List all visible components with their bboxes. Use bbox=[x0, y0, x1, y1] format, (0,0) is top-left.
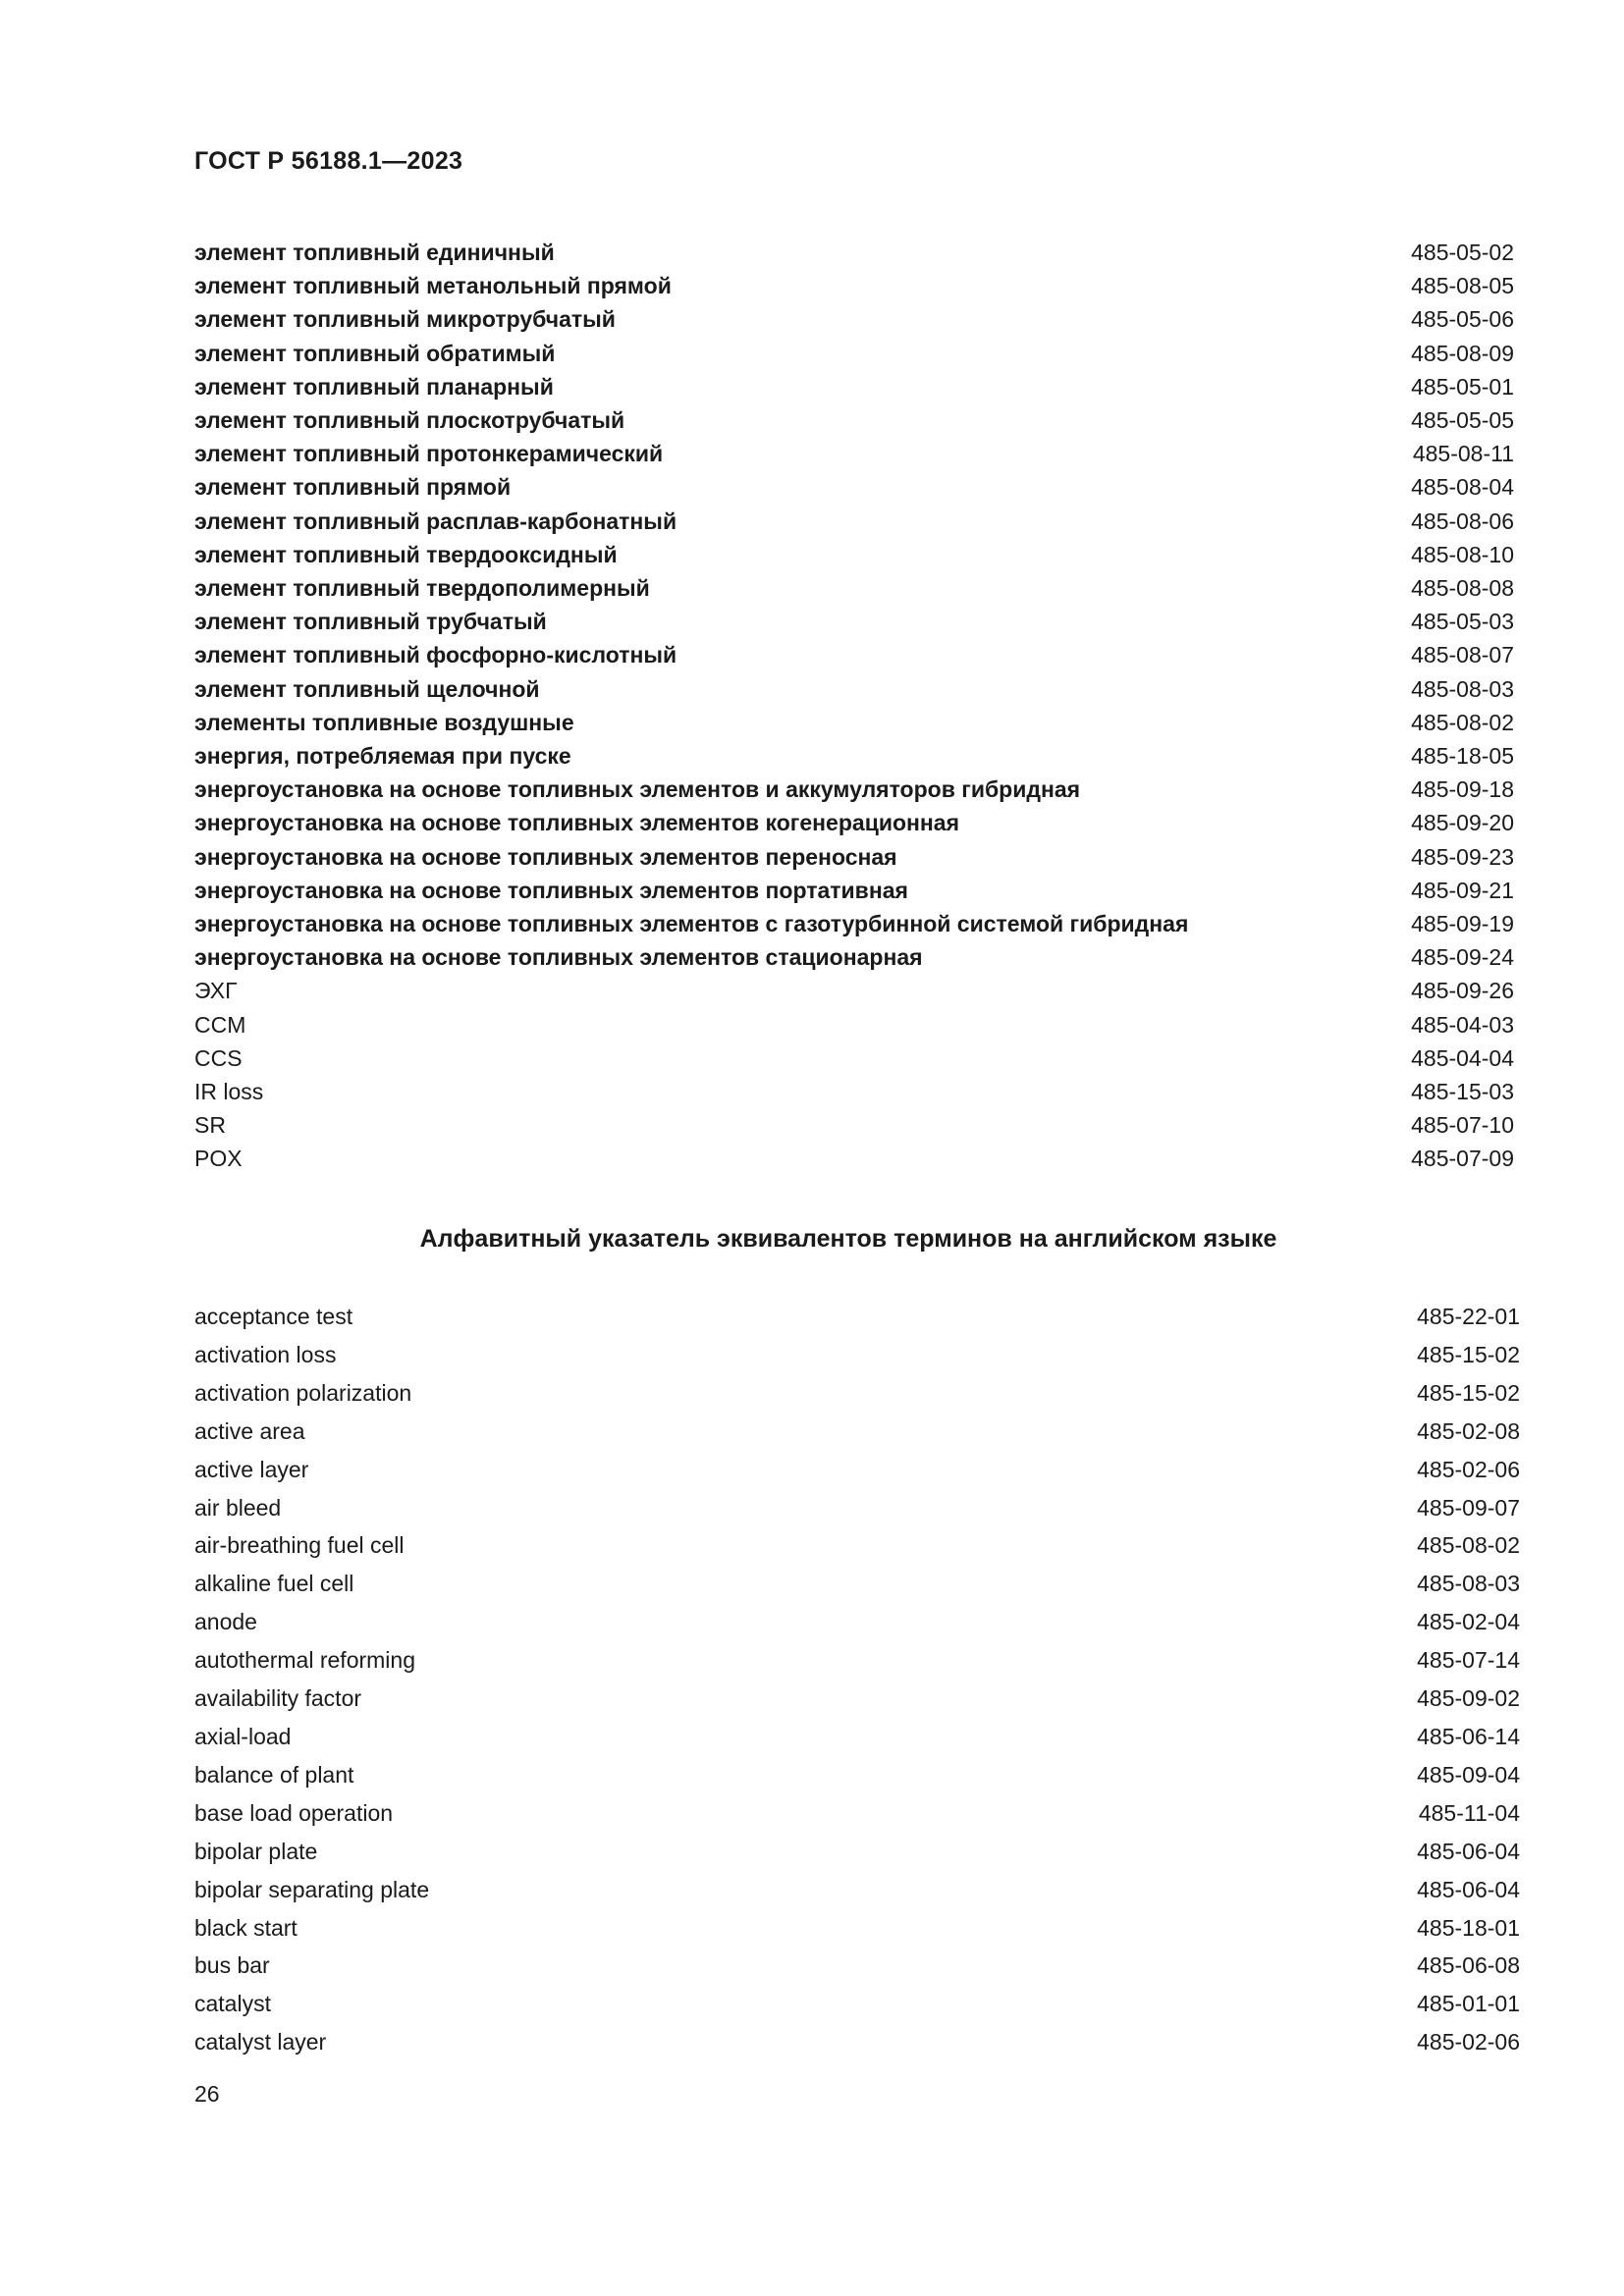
index-code: 485-06-04 bbox=[1417, 1876, 1520, 1902]
index-code: 485-08-03 bbox=[1411, 675, 1514, 702]
index-code: 485-05-02 bbox=[1411, 240, 1514, 265]
index-row bbox=[194, 1336, 1520, 1374]
index-code: 485-09-21 bbox=[1411, 877, 1514, 903]
index-row bbox=[194, 1526, 1520, 1565]
index-term: элемент топливный щелочной bbox=[194, 675, 540, 702]
index-term: bipolar separating plate bbox=[194, 1876, 430, 1902]
index-term: black start bbox=[194, 1914, 298, 1941]
index-term: энергоустановка на основе топливных элементов и аккумуляторов гибридная bbox=[194, 776, 1081, 803]
index-code: 485-08-03 bbox=[1417, 1571, 1520, 1597]
index-term: элемент топливный фосфорно-кислотный bbox=[194, 642, 677, 668]
index-row bbox=[194, 874, 1514, 907]
index-row bbox=[194, 370, 1514, 403]
index-code: 485-09-24 bbox=[1411, 944, 1514, 971]
english-index-heading bbox=[0, 1225, 1624, 1254]
index-term: bipolar plate bbox=[194, 1838, 318, 1864]
index-term: CCS bbox=[194, 1044, 243, 1071]
index-term: POX bbox=[194, 1146, 243, 1172]
index-code: 485-06-08 bbox=[1417, 1952, 1520, 1979]
index-code: 485-08-02 bbox=[1417, 1532, 1520, 1559]
index-code: 485-05-05 bbox=[1411, 407, 1514, 434]
index-row bbox=[194, 1413, 1520, 1451]
index-row bbox=[194, 571, 1514, 605]
index-row bbox=[194, 1603, 1520, 1641]
index-row bbox=[194, 505, 1514, 538]
index-row bbox=[194, 437, 1514, 470]
index-term: энергоустановка на основе топливных элементов стационарная bbox=[194, 944, 923, 971]
index-term: air-breathing fuel cell bbox=[194, 1532, 405, 1559]
index-term: alkaline fuel cell bbox=[194, 1571, 354, 1597]
index-code: 485-02-04 bbox=[1417, 1609, 1520, 1635]
index-code: 485-09-20 bbox=[1411, 810, 1514, 836]
index-code: 485-06-04 bbox=[1417, 1838, 1520, 1864]
index-row bbox=[194, 638, 1514, 671]
index-code: 485-06-14 bbox=[1417, 1723, 1520, 1749]
index-term: base load operation bbox=[194, 1799, 394, 1826]
index-row bbox=[194, 236, 1514, 269]
index-row bbox=[194, 302, 1514, 336]
index-term: catalyst layer bbox=[194, 2029, 327, 2056]
index-code: 485-01-01 bbox=[1417, 1991, 1520, 2017]
index-code: 485-08-02 bbox=[1411, 709, 1514, 735]
index-row bbox=[194, 1041, 1514, 1075]
index-term: acceptance test bbox=[194, 1304, 353, 1329]
index-code: 485-18-01 bbox=[1417, 1914, 1520, 1941]
index-code: 485-05-03 bbox=[1411, 609, 1514, 635]
index-code: 485-04-03 bbox=[1411, 1011, 1514, 1038]
index-code: 485-04-04 bbox=[1411, 1044, 1514, 1071]
index-row bbox=[194, 706, 1514, 739]
index-row bbox=[194, 1142, 1514, 1175]
index-code: 485-02-08 bbox=[1417, 1417, 1520, 1444]
index-code: 485-15-03 bbox=[1411, 1079, 1514, 1105]
index-term: activation polarization bbox=[194, 1379, 412, 1406]
index-code: 485-08-06 bbox=[1411, 507, 1514, 534]
index-row bbox=[194, 1008, 1514, 1041]
index-term: элемент топливный расплав-карбонатный bbox=[194, 507, 677, 534]
index-code: 485-05-01 bbox=[1411, 373, 1514, 400]
index-row bbox=[194, 470, 1514, 504]
index-row bbox=[194, 907, 1514, 940]
index-code: 485-09-04 bbox=[1417, 1761, 1520, 1788]
index-row bbox=[194, 974, 1514, 1007]
index-term: IR loss bbox=[194, 1079, 264, 1105]
index-row bbox=[194, 1718, 1520, 1756]
index-row bbox=[194, 773, 1514, 806]
index-term: ЭХГ bbox=[194, 978, 238, 1004]
index-code: 485-09-07 bbox=[1417, 1494, 1520, 1521]
index-code: 485-08-05 bbox=[1411, 273, 1514, 299]
index-term: энергоустановка на основе топливных элементов когенерационная bbox=[194, 810, 960, 836]
index-term: autothermal reforming bbox=[194, 1647, 415, 1674]
index-row bbox=[194, 2023, 1520, 2061]
index-row bbox=[194, 672, 1514, 706]
index-code: 485-09-23 bbox=[1411, 843, 1514, 870]
index-term: элемент топливный микротрубчатый bbox=[194, 306, 616, 333]
index-row bbox=[194, 1871, 1520, 1909]
index-code: 485-15-02 bbox=[1417, 1379, 1520, 1406]
index-term: SR bbox=[194, 1112, 226, 1139]
index-term: catalyst bbox=[194, 1991, 271, 2017]
index-code: 485-02-06 bbox=[1417, 2029, 1520, 2056]
index-code: 485-08-10 bbox=[1411, 541, 1514, 567]
index-row bbox=[194, 1833, 1520, 1871]
index-term: элемент топливный планарный bbox=[194, 373, 554, 400]
index-row bbox=[194, 1298, 1520, 1336]
index-row bbox=[194, 806, 1514, 839]
index-code: 485-11-04 bbox=[1418, 1799, 1520, 1826]
index-code: 485-08-04 bbox=[1411, 474, 1514, 501]
index-term: элемент топливный единичный bbox=[194, 240, 555, 265]
index-row bbox=[194, 605, 1514, 638]
index-term: элемент топливный плоскотрубчатый bbox=[194, 407, 625, 434]
index-code: 485-09-19 bbox=[1411, 911, 1514, 937]
index-row bbox=[194, 1756, 1520, 1794]
index-term: active layer bbox=[194, 1456, 309, 1482]
index-term: энергоустановка на основе топливных элементов переносная bbox=[194, 843, 897, 870]
index-term: anode bbox=[194, 1609, 257, 1635]
index-row bbox=[194, 739, 1514, 773]
index-term: энергоустановка на основе топливных элементов с газотурбинной системой гибридная bbox=[194, 911, 1189, 937]
index-code: 485-07-09 bbox=[1411, 1146, 1514, 1172]
index-term: элемент топливный метанольный прямой bbox=[194, 273, 672, 299]
index-term: balance of plant bbox=[194, 1761, 354, 1788]
index-row bbox=[194, 840, 1514, 874]
index-code: 485-07-10 bbox=[1411, 1112, 1514, 1139]
index-row bbox=[194, 1374, 1520, 1413]
index-code: 485-09-18 bbox=[1411, 776, 1514, 803]
index-code: 485-05-06 bbox=[1411, 306, 1514, 333]
index-term: bus bar bbox=[194, 1952, 270, 1979]
index-term: элементы топливные воздушные bbox=[194, 709, 574, 735]
index-row bbox=[194, 1985, 1520, 2023]
index-row bbox=[194, 1909, 1520, 1948]
index-term: энергия, потребляемая при пуске bbox=[194, 743, 571, 770]
index-code: 485-18-05 bbox=[1411, 743, 1514, 770]
index-term: энергоустановка на основе топливных элементов портативная bbox=[194, 877, 908, 903]
standard-header: ГОСТ Р 56188.1—2023 bbox=[194, 147, 463, 175]
english-term-index bbox=[194, 1298, 1520, 2061]
index-term: элемент топливный твердополимерный bbox=[194, 575, 650, 602]
index-row bbox=[194, 403, 1514, 437]
index-code: 485-09-02 bbox=[1417, 1685, 1520, 1712]
section-title-text: Алфавитный указатель эквивалентов терминов на английском языке bbox=[419, 1225, 1277, 1253]
index-row bbox=[194, 1451, 1520, 1489]
index-row bbox=[194, 1489, 1520, 1527]
index-term: элемент топливный протонкерамический bbox=[194, 441, 664, 467]
index-code: 485-02-06 bbox=[1417, 1456, 1520, 1482]
index-row bbox=[194, 1794, 1520, 1833]
index-code: 485-09-26 bbox=[1411, 978, 1514, 1004]
index-code: 485-08-08 bbox=[1411, 575, 1514, 602]
index-term: элемент топливный прямой bbox=[194, 474, 512, 501]
index-term: axial-load bbox=[194, 1723, 292, 1749]
index-row bbox=[194, 538, 1514, 571]
index-term: active area bbox=[194, 1417, 305, 1444]
index-row bbox=[194, 337, 1514, 370]
index-code: 485-07-14 bbox=[1417, 1647, 1520, 1674]
index-row bbox=[194, 1565, 1520, 1603]
index-term: activation loss bbox=[194, 1341, 337, 1367]
index-row bbox=[194, 1947, 1520, 1985]
index-term: CCM bbox=[194, 1011, 246, 1038]
russian-term-index bbox=[194, 236, 1514, 1176]
index-row bbox=[194, 1075, 1514, 1108]
index-code: 485-22-01 bbox=[1417, 1304, 1520, 1329]
index-code: 485-08-11 bbox=[1412, 441, 1514, 467]
index-row bbox=[194, 1641, 1520, 1680]
index-row bbox=[194, 1680, 1520, 1718]
index-code: 485-08-09 bbox=[1411, 340, 1514, 366]
index-term: элемент топливный обратимый bbox=[194, 340, 556, 366]
index-term: элемент топливный трубчатый bbox=[194, 609, 547, 635]
index-term: air bleed bbox=[194, 1494, 282, 1521]
index-row bbox=[194, 1108, 1514, 1142]
index-row bbox=[194, 269, 1514, 302]
index-code: 485-15-02 bbox=[1417, 1341, 1520, 1367]
index-term: элемент топливный твердооксидный bbox=[194, 541, 618, 567]
index-code: 485-08-07 bbox=[1411, 642, 1514, 668]
index-term: availability factor bbox=[194, 1685, 362, 1712]
index-row bbox=[194, 940, 1514, 974]
page-number: 26 bbox=[194, 2081, 220, 2107]
